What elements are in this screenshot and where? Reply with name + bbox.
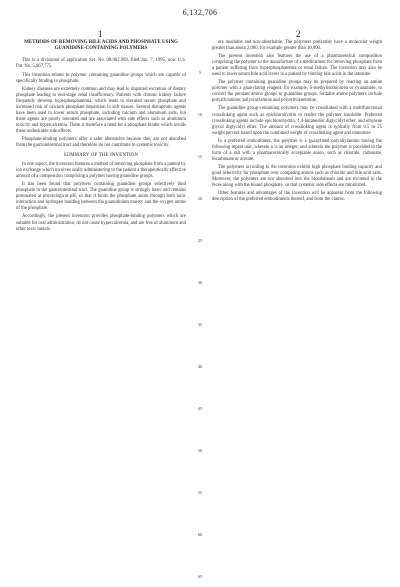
- document-title: METHODS OF REMOVING BILE ACIDS AND PHOSPHATE USING GUANIDINE-CONTAINING POLYMERS: [24, 40, 178, 52]
- paragraph: The present invention also features the use of a pharmaceutical composition comprising the polymer in the manufacture of a medicament for removing phosphate from a patient suffering from hyperphosphatemia or renal failure. The invention may also be used to lower serum bile acid levels in a patient by binding bile acids in the intestine.: [212, 54, 382, 78]
- line-number: 5: [198, 70, 202, 75]
- paragraph: The polymers according to the invention exhibit high phosphate binding capacity and good selectivity for phosphate over competing anions such as chloride and bile acid salts. Moreover, the polymers are not absorbed into the bloodstream and are excreted in the feces along with the bound phosphate, so that systemic side effects are minimized.: [212, 164, 382, 189]
- paragraph: Accordingly, the present invention provides phosphate-binding polymers which are suitable for oral administration, do not cause hypercalcemia, and are free of aluminum and other toxic metals.: [16, 214, 186, 232]
- line-number: 60: [197, 532, 203, 537]
- paragraph: Kidney diseases are extremely common and may lead to impaired excretion of dietary phosphate leading to end-stage renal insufficiency. Patients with chronic kidney failure frequently develop hyperphosphatemia, which leads to elevated serum phosphate and increased risk of calcium phosphate deposition in soft tissues. Several therapeutic agents have been used to lower serum phosphate, including calcium and aluminum salts, but these agents are poorly tolerated and are associated with side effects such as aluminum toxicity and hypercalcemia. There is therefore a need for a phosphate binder which avoids these undesirable side effects.: [16, 86, 186, 134]
- paragraph: are insoluble and non-absorbable. The polymers preferably have a molecular weight greater than about 2,000, for example greater than 10,000.: [212, 40, 382, 52]
- summary-heading: SUMMARY OF THE INVENTION: [63, 153, 139, 159]
- paragraph: This invention relates to polymer containing guanidine groups which are capable of specifically binding to phosphate.: [16, 72, 186, 84]
- right-column: [212, 40, 382, 205]
- patent-number: 6,132,706: [182, 8, 218, 17]
- line-number: 45: [197, 406, 203, 411]
- paragraph: The guanidine group-containing polymers may be crosslinked with a multifunctional crosslinking agent such as epichlorohydrin to render the polymer insoluble. Preferred crosslinking agents include epichlorohydrin, 1,4-butanediol diglycidyl ether, and ethylene glycol diglycidyl ether. The amount of crosslinking agent is typically from 0.5 to 25 weight percent based upon the combined weight of crosslinking agent and monomer.: [212, 106, 382, 136]
- line-number: 20: [197, 196, 203, 201]
- paragraph: In a preferred embodiment, the polymer is a guanylated polyallylamine having the following repeat unit, wherein n is an integer, and wherein the polymer is provided in the form of a salt with a pharmaceutically acceptable anion, such as chloride, carbonate, bicarbonate or acetate.: [212, 138, 382, 162]
- line-number: 50: [197, 448, 203, 453]
- line-number: 10: [197, 112, 203, 117]
- line-number: 25: [197, 238, 203, 243]
- line-number: 35: [197, 322, 203, 327]
- paragraph: In one aspect, the invention features a method of removing phosphate from a patient by ion exchange which involves orally administering to the patient a therapeutically effective amount of a composition comprising a polymer having guanidine groups.: [16, 162, 186, 180]
- paragraph: The polymer containing guanidine groups may be prepared by reacting an amine polymer with a guanylating reagent, for example, S-methylisothiourea or cyanamide, to convert the pendant amino groups to guanidine groups. Suitable amine polymers include polyallylamine, polyvinylamine and polyethyleneimine.: [212, 80, 382, 104]
- paragraph: It has been found that polymers containing guanidine groups selectively bind phosphate in the gastrointestinal tract. The guanidine group is strongly basic and remains protonated at physiological pH, so that it binds the phosphate anion through both ionic interaction and hydrogen bonding between the guanidinium moiety and the oxygen atoms of the phosphate.: [16, 182, 186, 212]
- line-number: 30: [197, 280, 203, 285]
- paragraph: Other features and advantages of the invention will be apparent from the following description of the preferred embodiments thereof, and from the claims.: [212, 191, 382, 203]
- line-number: 15: [197, 154, 203, 159]
- right-column-number: 2: [296, 29, 301, 39]
- left-column-number: 1: [98, 29, 103, 39]
- line-number: 55: [197, 490, 203, 495]
- line-number-gutter: [193, 40, 207, 585]
- line-number: 65: [197, 574, 203, 579]
- paragraph: This is a divisional of application Ser. No. 08/482,969, filed Jun. 7, 1995, now U.S. Pat. No. 5,667,775.: [16, 58, 186, 70]
- line-number: 40: [197, 364, 203, 369]
- left-column: [16, 40, 186, 235]
- paragraph: Phosphate-binding polymers offer a safer alternative because they are not absorbed from the gastrointestinal tract and therefore do not contribute to systemic toxicity.: [16, 136, 186, 149]
